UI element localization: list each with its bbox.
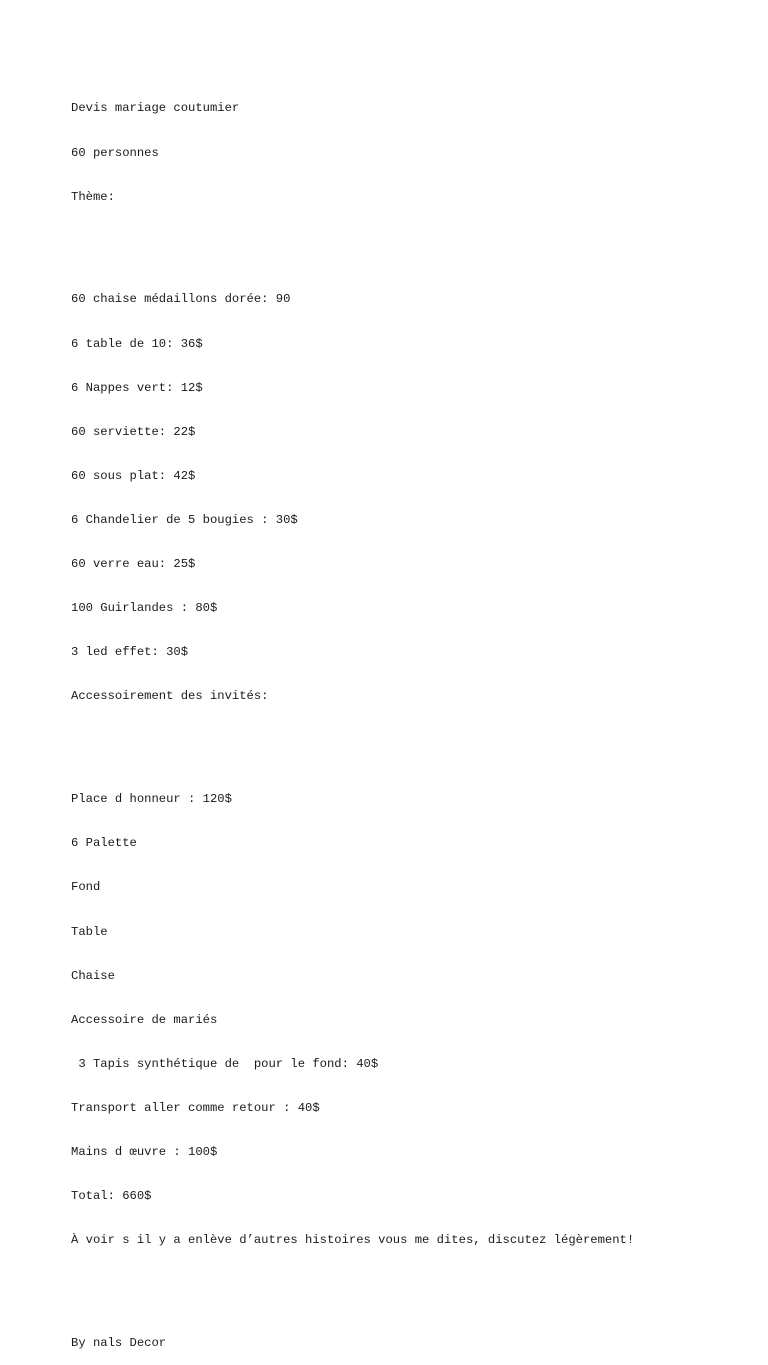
spacer [71,733,751,748]
item-line: 100 Guirlandes : 80$ [71,601,218,616]
honneur-line: 3 Tapis synthétique de pour le fond: 40$ [71,1056,379,1071]
transport-line: Transport aller comme retour : 40$ [71,1100,320,1115]
item-line: 3 led effet: 30$ [71,645,189,660]
honneur-line: Accessoire de mariés [71,1012,218,1027]
item-line: 60 chaise médaillons dorée: 90 [71,292,291,307]
honneur-line: Chaise [71,968,115,983]
guest-accessories-heading: Accessoirement des invités: [71,689,269,704]
document-body [71,72,751,1365]
item-line: 60 serviette: 22$ [71,424,196,439]
item-line: 6 Nappes vert: 12$ [71,380,203,395]
signature: By nals Decor [71,1336,167,1351]
item-line: 6 table de 10: 36$ [71,336,203,351]
spacer [71,1277,751,1292]
total-line: Total: 660$ [71,1189,152,1204]
quote-title: Devis mariage coutumier [71,101,240,116]
honneur-line: Place d honneur : 120$ [71,792,232,807]
honneur-line: 6 Palette [71,836,137,851]
guest-count: 60 personnes [71,145,159,160]
item-line: 60 verre eau: 25$ [71,557,196,572]
theme-label: Thème: [71,189,115,204]
spacer [71,234,751,249]
honneur-line: Table [71,924,108,939]
honneur-line: Fond [71,880,101,895]
item-line: 6 Chandelier de 5 bougies : 30$ [71,512,298,527]
labor-line: Mains d œuvre : 100$ [71,1144,218,1159]
item-line: 60 sous plat: 42$ [71,468,196,483]
closing-note: À voir s il y a enlève d’autres histoires vous me dites, discutez légèrement! [71,1233,635,1248]
